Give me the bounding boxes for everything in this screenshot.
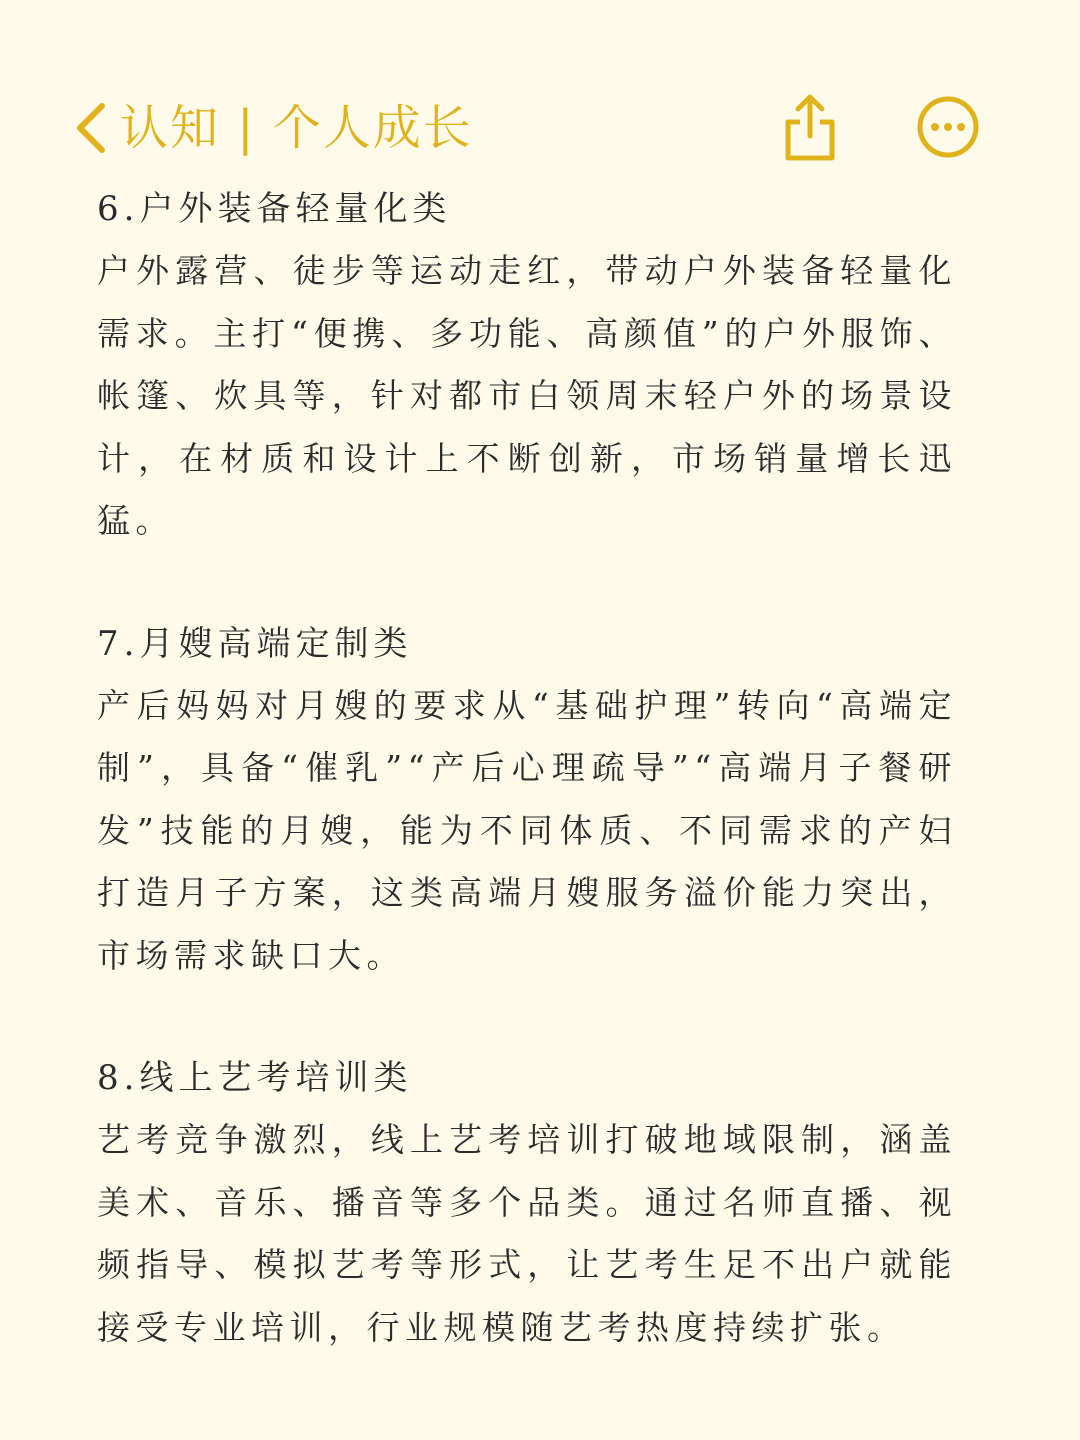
section-title: 7.月嫂高端定制类 <box>97 623 413 664</box>
share-button[interactable] <box>780 88 840 168</box>
section-maternity-nanny <box>97 613 957 988</box>
top-nav-bar <box>0 88 1080 172</box>
section-body: 户外露营、徒步等运动走红，带动户外装备轻量化需求。主打“便携、多功能、高颜值”的户外服饰、帐篷、炊具等，针对都市白领周末轻户外的场景设计，在材质和设计上不断创新，市场销量增长迅猛。 <box>97 251 957 540</box>
section-outdoor-gear <box>97 178 957 553</box>
back-button[interactable] <box>70 96 473 160</box>
chevron-left-icon <box>70 96 110 160</box>
section-title: 6.户外装备轻量化类 <box>97 189 452 229</box>
nav-title: 认知 | 个人成长 <box>120 100 473 156</box>
article-content <box>97 178 957 1359</box>
share-icon <box>780 88 840 164</box>
more-button[interactable] <box>915 94 981 164</box>
more-icon <box>915 94 981 160</box>
section-body: 产后妈妈对月嫂的要求从“基础护理”转向“高端定制”，具备“催乳”“产后心理疏导”“高端月子餐研发”技能的月嫂，能为不同体质、不同需求的产妇打造月子方案，这类高端月嫂服务溢价能力突出，市场需求缺口大。 <box>97 685 957 975</box>
section-title: 8.线上艺考培训类 <box>97 1058 413 1098</box>
section-body: 艺考竞争激烈，线上艺考培训打破地域限制，涵盖美术、音乐、播音等多个品类。通过名师直播、视频指导、模拟艺考等形式，让艺考生足不出户就能接受专业培训，行业规模随艺考热度持续扩张。 <box>97 1120 957 1347</box>
section-art-exam-training <box>97 1047 957 1359</box>
